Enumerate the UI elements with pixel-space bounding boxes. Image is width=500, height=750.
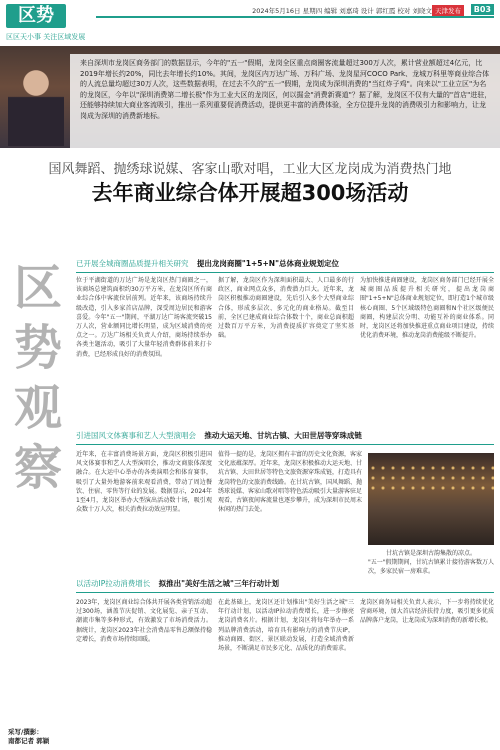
header-bar xyxy=(96,6,494,18)
section-title: 提出龙岗商圈"1+5+N"总体商业规划定位 xyxy=(196,259,339,268)
section-header-3 xyxy=(76,578,279,590)
vertical-char: 区 xyxy=(13,260,62,316)
section-header-2 xyxy=(76,430,362,442)
byline-author: 南都记者 郭颖 xyxy=(8,737,50,745)
article-column: "五一"假期期间，甘坑古镇累计接待游客数万人次，多家民宿一房难求。 xyxy=(368,559,494,576)
byline xyxy=(8,728,49,746)
vertical-char: 势 xyxy=(13,320,62,376)
article-column: 在此基础上，龙岗区还计划推出"美好生活之城"三年行动计划，以活动IP拉动消费增长，进一步擦亮龙岗消费名片。根据计划，龙岗区将每年举办一系列品牌消费活动，培育具有影响力的消费节庆IP，推动商圈、街区、景区联动发展，打造全域消费新场景，不断满足市民多元化、品质化的消费需求。 xyxy=(218,599,354,653)
section-kicker: 以活动IP拉动消费增长 xyxy=(76,579,151,588)
photo-caption: 甘坑古镇是深圳古韵集散的凉点。 xyxy=(385,550,476,557)
article-column: 龙岗区商务局相关负责人表示，下一步将持续优化营商环境，加大首店经济扶持力度，吸引更多优质品牌落户龙岗，让龙岗成为深圳消费的新增长极。 xyxy=(360,599,494,625)
section-title: 拟推出"美好生活之城"三年行动计划 xyxy=(158,579,279,588)
vertical-char: 察 xyxy=(13,440,62,496)
lead-paragraph: 来自深圳市龙岗区商务部门的数据显示，今年的"五一"假期，龙岗全区重点商圈客流量超过300万人次，累计营业额超过4亿元，比2019年增长约20%，同比去年增长约10%。其间，龙岗区内万达广场、万科广场、龙岗星河COCO Park、龙城万科里等商业综合体的人流总量均超过30万人次，这些数据表明，在过去不久的"五一"假期，龙岗成为深圳消费的"当红炸子鸡"。向来以"工业立区"为名的龙岗区，今年以"深圳消费第二增长极"作为工业大区的龙岗区，何以掘金"消费新赛道"？据了解，龙岗区不仅有大量的"首店"进驻，还能够持续加大商业客流吸引，推出一系列重要促消费活动，提供更丰富的消费体验，全方位提升龙岗的消费吸引力和影响力，让龙岗成为深圳的消费新地标。 xyxy=(80,59,492,120)
lantern-lights xyxy=(368,463,494,493)
section-logo xyxy=(6,4,88,44)
logo-title: 区势 xyxy=(6,4,66,28)
guankeng-town-photo xyxy=(368,453,494,545)
article-column: 近年来，在丰富消费场景方面，龙岗区积极引进国风文体赛事和艺人大型演唱会，推动文商旅体深度融合。在大运中心举办的各类演唱会和体育赛事，吸引了大量外地游客前来观看消费，带动了周边餐饮、住宿、零售等行业的发展。数据显示，2024年1至4月，龙岗区举办大型演出活动数十场，吸引观众数十万人次，相关消费拉动效应明显。 xyxy=(76,451,212,514)
headline-sub: 国风舞蹈、抛绣球说媒、客家山歌对唱，工业大区龙岗成为消费热门地 xyxy=(48,162,452,177)
section-title: 推动大运天地、甘坑古镇、大田世居等穿珠成链 xyxy=(204,431,362,440)
section-kicker: 引进国风文体赛事和艺人大型演唱会 xyxy=(76,431,196,440)
headline-main: 去年商业综合体开展超300场活动 xyxy=(91,181,409,205)
section-divider xyxy=(76,444,494,445)
section-kicker: 已开展全城商圈品质提升相关研究 xyxy=(76,259,189,268)
date-info: 2024年5月16日 星期四 编辑 刘嘉琦 设计 郭红霞 校对 刘晓文 xyxy=(252,7,432,15)
section-divider xyxy=(76,272,494,273)
vertical-char: 观 xyxy=(13,380,62,436)
banner-person-image xyxy=(8,56,64,146)
vertical-column-title xyxy=(8,258,68,588)
section-header-1 xyxy=(76,258,339,270)
section-divider xyxy=(76,592,494,593)
article-column: 据了解，龙岗区作为深圳面积最大、人口最多的行政区，商业网点众多，消费潜力巨大。近年来，龙岗区积极推动商圈建设，先后引入多个大型商业综合体，形成多层次、多元化的商业格局。截至目前，全区已建成商业综合体数十个，商业总面积超过数百万平方米，为消费提质扩容奠定了坚实基础。 xyxy=(218,277,354,340)
byline-label: 采写/撰影： xyxy=(8,728,43,736)
article-column: 为加快推进商圈建设，龙岗区商务部门已经开展全城商圈品质提升相关研究，提出龙岗商圈"1+5+N"总体商业规划定位，即打造1个城市级核心商圈、5个区域级特色商圈和N个社区级便民商圈，构建层次分明、功能互补的商业体系。同时，龙岗区还将加快推进重点商业项目建设，持续优化消费环境，推动龙岗消费能级不断提升。 xyxy=(360,277,494,340)
header-tag: 天津发布 xyxy=(432,5,464,16)
logo-subtitle: 区区天小事 关注区域发展 xyxy=(6,33,86,41)
page-number: B03 xyxy=(471,4,494,15)
masthead xyxy=(0,0,500,46)
article-column: 值得一提的是，龙岗区拥有丰富的历史文化资源，客家文化底蕴深厚。近年来，龙岗区积极推动大运天地、甘坑古镇、大田世居等特色文旅资源穿珠成链，打造具有龙岗特色的文旅消费线路。在甘坑古镇，国风舞蹈、抛绣球说媒、客家山歌对唱等特色活动吸引大量游客驻足观看，古镇夜间客流量也逐步攀升，成为深圳市民周末休闲的热门去处。 xyxy=(218,451,363,514)
banner xyxy=(0,46,500,148)
article-column: 位于平湖街道的万达广场是龙岗区热门商圈之一，该商场总建筑面积约30万平方米，在龙岗区所有商业综合体中客流位居前列。近年来，该商场持续升级改造，引入多家首店品牌，深受周边居民和游客喜爱。今年"五一"期间，平湖万达广场客流突破15万人次，营业额同比增长明显，成为区域消费的亮点之一。万达广场相关负责人介绍，商场持续举办各类主题活动，吸引了大量年轻消费群体前来打卡消费，已经形成良好的消费氛围。 xyxy=(76,277,212,358)
article-column: 2023年，龙岗区商业综合体共开展各类营销活动超过300场，涵盖节庆促销、文化展览、亲子互动、潮流市集等多种形式，有效激发了市场消费活力。据统计，龙岗区2023年社会消费品零售总额保持稳定增长，消费市场持续回暖。 xyxy=(76,599,212,643)
